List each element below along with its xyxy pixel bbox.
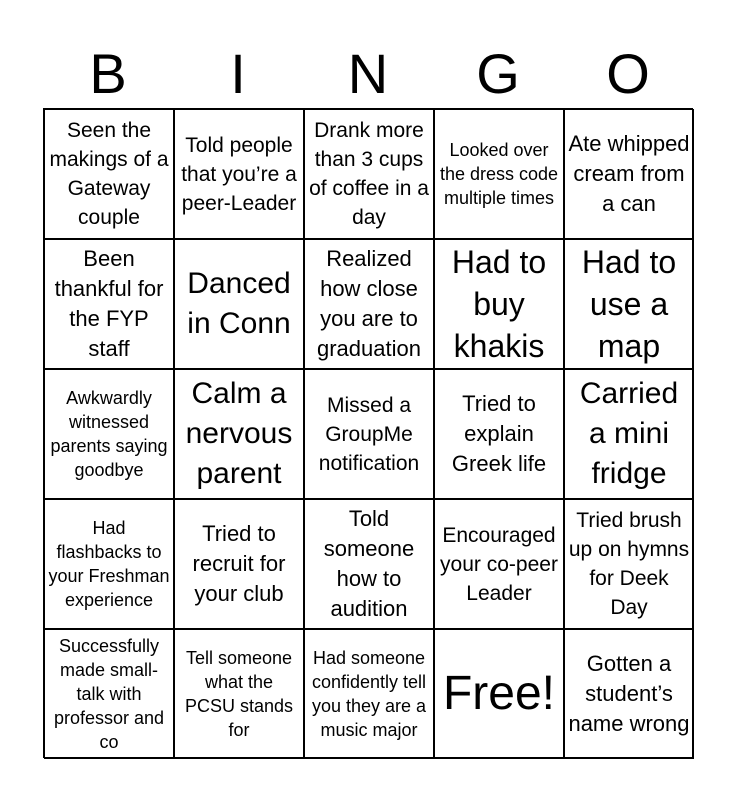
header-letter-o: O [606,42,650,105]
header-letter-n: N [347,42,389,105]
header-letter-i: I [230,42,246,105]
bingo-cell[interactable] [304,109,434,239]
cell-text: Realized how close you are to graduation [317,246,421,361]
cell-text: Danced in Conn [187,267,291,340]
free-space-text: Free! [442,667,556,720]
bingo-cell[interactable] [174,109,304,239]
bingo-cell[interactable] [44,239,174,369]
cell-text: Calm a nervous parent [185,377,293,490]
bingo-cell[interactable] [434,499,564,629]
bingo-cell[interactable] [564,109,694,239]
cell-text: Tried brush up on hymns for Deek Day [568,509,690,619]
bingo-cell[interactable] [44,499,174,629]
bingo-cell[interactable] [174,629,304,759]
cell-text: Seen the makings of a Gateway couple [49,119,169,229]
bingo-board [43,108,693,758]
cell-text: Been thankful for the FYP staff [54,246,164,361]
cell-text: Had flashbacks to your Freshman experience [48,518,170,610]
bingo-cell[interactable] [304,629,434,759]
cell-text: Drank more than 3 cups of coffee in a day [309,119,429,229]
bingo-cell[interactable] [564,629,694,759]
bingo-cell[interactable] [304,499,434,629]
cell-text: Carried a mini fridge [579,377,679,490]
cell-text: Tried to explain Greek life [451,391,547,476]
bingo-cell[interactable] [304,369,434,499]
bingo-cell[interactable] [174,369,304,499]
cell-text: Ate whipped cream from a can [568,131,690,216]
cell-text: Awkwardly witnessed parents saying goodbye [50,388,168,480]
cell-text: Looked over the dress code multiple times [439,140,559,208]
cell-text: Tried to recruit for your club [192,521,286,606]
cell-text: Told people that you’re a peer-Leader [181,133,297,215]
cell-text: Had to use a map [581,244,677,364]
bingo-cell[interactable] [564,499,694,629]
header-letter-b: B [89,42,127,105]
bingo-cell[interactable] [434,239,564,369]
bingo-cell[interactable] [174,499,304,629]
header-letter-g: G [476,42,520,105]
bingo-cell[interactable] [564,239,694,369]
bingo-cell[interactable] [434,369,564,499]
bingo-cell[interactable] [564,369,694,499]
bingo-cell[interactable] [44,629,174,759]
cell-text: Encouraged your co-peer Leader [440,523,558,605]
bingo-cell[interactable] [44,109,174,239]
bingo-cell[interactable] [174,239,304,369]
bingo-cell[interactable] [44,369,174,499]
cell-text: Told someone how to audition [323,506,415,621]
free-space-cell[interactable] [434,629,564,759]
cell-text: Had someone confidently tell you they are a music major [311,648,427,740]
bingo-header [43,40,693,108]
bingo-cell[interactable] [304,239,434,369]
cell-text: Missed a GroupMe notification [318,393,420,475]
cell-text: Tell someone what the PCSU stands for [184,648,294,740]
bingo-cell[interactable] [434,109,564,239]
cell-text: Had to buy khakis [451,244,547,364]
cell-text: Successfully made small-talk with professor and co [53,636,165,752]
cell-text: Gotten a student’s name wrong [568,651,690,736]
